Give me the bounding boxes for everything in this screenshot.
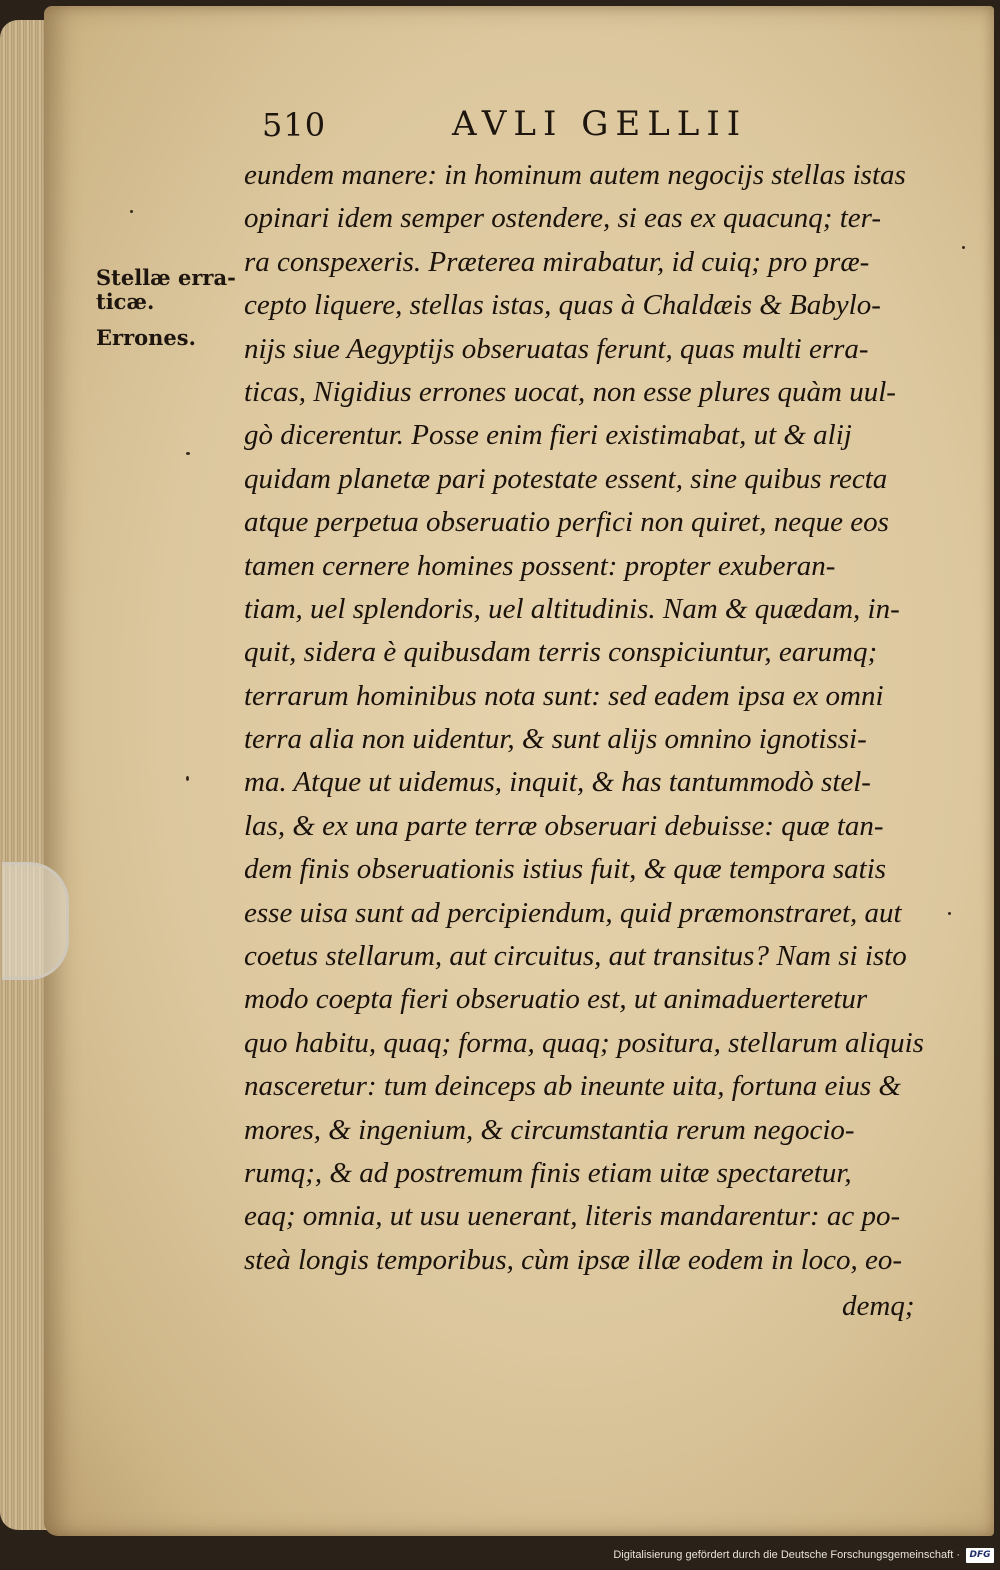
text-line: gò dicerentur. Posse enim fieri existimabat, ut & alij — [244, 419, 852, 452]
margin-note-line: ticæ. — [96, 289, 155, 314]
text-line: tiam, uel splendoris, uel altitudinis. Nam & quædam, in- — [244, 592, 900, 625]
text-line: coetus stellarum, aut circuitus, aut transitus? Nam si isto — [244, 940, 907, 973]
running-head: AVLI GELLII — [452, 104, 748, 144]
text-line: quidam planetæ pari potestate essent, sine quibus recta — [244, 462, 888, 495]
text-line: nijs siue Aegyptijs obseruatas ferunt, quas multi erra- — [244, 332, 869, 365]
funding-notice: Digitalisierung gefördert durch die Deutsche Forschungsgemeinschaft · — [613, 1549, 960, 1561]
text-line: terrarum hominibus nota sunt: sed eadem ipsa ex omni — [244, 679, 884, 712]
text-line: opinari idem semper ostendere, si eas ex quacunq; ter- — [244, 202, 882, 235]
text-line: quit, sidera è quibusdam terris conspiciuntur, earumq; — [244, 636, 878, 669]
catchword: demq; — [842, 1290, 915, 1322]
text-line: steà longis temporibus, cùm ipsæ illæ eodem in loco, eo- — [244, 1243, 903, 1276]
text-line: eundem manere: in hominum autem negocijs stellas istas — [244, 159, 906, 191]
page-number: 510 — [262, 106, 327, 144]
text-line: tamen cernere homines possent: propter exuberan- — [244, 549, 836, 582]
text-line: esse uisa sunt ad percipiendum, quid præmonstraret, aut — [244, 896, 902, 929]
text-line: ticas, Nigidius errones uocat, non esse plures quàm uul- — [244, 375, 896, 408]
text-line: quo habitu, quaq; forma, quaq; positura, stellarum aliquis — [244, 1026, 924, 1059]
page-header — [262, 100, 782, 144]
speck — [186, 776, 189, 781]
text-line: eaq; omnia, ut usu uenerant, literis mandarentur: ac po- — [244, 1200, 901, 1233]
dfg-logo: DFG — [966, 1548, 994, 1563]
text-line: cepto liquere, stellas istas, quas à Chaldæis & Babylo- — [244, 289, 881, 322]
text-line: las, & ex una parte terræ obseruari debuisse: quæ tan- — [244, 809, 884, 842]
speck — [186, 452, 190, 455]
body-text — [244, 154, 934, 1282]
margin-note-line: Errones. — [96, 325, 196, 350]
text-line: ma. Atque ut uidemus, inquit, & has tantummodò stel- — [244, 766, 871, 799]
margin-note-line: Stellæ erra- — [96, 265, 236, 290]
speck — [948, 912, 951, 915]
text-line: mores, & ingenium, & circumstantia rerum negocio- — [244, 1113, 855, 1146]
text-line: nasceretur: tum deinceps ab ineunte uita, fortuna eius & — [244, 1070, 901, 1103]
text-line: ra conspexeris. Præterea mirabatur, id cuiq; pro præ- — [244, 245, 870, 278]
footer-bar — [0, 1542, 1000, 1570]
text-line: modo coepta fieri obseruatio est, ut animaduerteretur — [244, 983, 868, 1016]
speck — [130, 210, 133, 213]
clasp-ring — [2, 862, 69, 980]
text-line: dem finis obseruationis istius fuit, & quæ tempora satis — [244, 853, 887, 886]
text-line: rumq;, & ad postremum finis etiam uitæ spectaretur, — [244, 1156, 852, 1189]
text-line: atque perpetua obseruatio perfici non quiret, neque eos — [244, 506, 889, 539]
speck — [962, 246, 965, 249]
margin-notes — [96, 266, 246, 350]
text-line: terra alia non uidentur, & sunt alijs omnino ignotissi- — [244, 723, 867, 756]
